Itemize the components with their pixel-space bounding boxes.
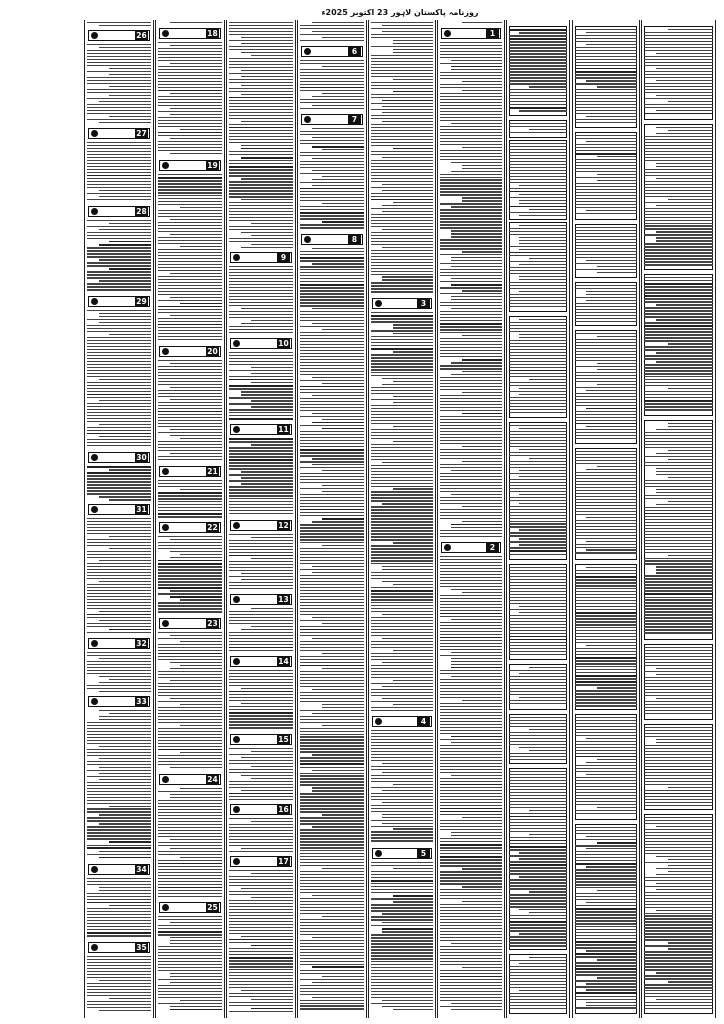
- notice-header: [230, 804, 292, 815]
- notice-header: [441, 542, 501, 553]
- notice-number: 32: [136, 639, 147, 648]
- notice-title: [456, 543, 484, 552]
- column-7: [506, 20, 570, 1018]
- notice-header: [159, 774, 221, 785]
- notice-header: [230, 734, 292, 745]
- notice-title: [316, 235, 346, 244]
- column-2: [155, 20, 225, 1018]
- notice-header: [159, 902, 221, 913]
- notice-title: [245, 805, 275, 814]
- notice-title: [245, 857, 275, 866]
- notice-number: 29: [136, 297, 147, 306]
- column-5: [368, 20, 436, 1018]
- text-block: [87, 142, 151, 202]
- text-block: [229, 352, 293, 421]
- emblem-icon: [444, 544, 451, 551]
- notice-number: 33: [136, 697, 147, 706]
- notice-header: [88, 206, 150, 217]
- emblem-icon: [304, 116, 311, 123]
- notice-title: [316, 47, 346, 56]
- emblem-icon: [91, 208, 98, 215]
- notice-header: [88, 452, 150, 463]
- notice-header: [88, 942, 150, 953]
- emblem-icon: [162, 904, 169, 911]
- text-block: [371, 312, 433, 713]
- notice-number: 28: [136, 207, 147, 216]
- emblem-icon: [91, 130, 98, 137]
- notice-number: 30: [136, 453, 147, 462]
- emblem-icon: [162, 620, 169, 627]
- notice-number: 26: [136, 31, 147, 40]
- newspaper-page: [84, 6, 716, 1018]
- notice-number: 1: [486, 29, 499, 38]
- emblem-icon: [304, 48, 311, 55]
- notice-number: 7: [348, 115, 361, 124]
- notice-number: 25: [207, 903, 218, 912]
- emblem-icon: [233, 858, 240, 865]
- masthead-date: روزنامہ پاکستان لاہور 23 اکتوبر 2025ء: [321, 8, 479, 17]
- text-block: [229, 608, 293, 653]
- notice-title: [174, 347, 204, 356]
- text-block: [644, 727, 713, 808]
- notice-number: 9: [277, 253, 290, 262]
- text-block: [229, 870, 293, 1014]
- emblem-icon: [91, 640, 98, 647]
- text-block: [371, 730, 433, 843]
- notice-header: [88, 696, 150, 707]
- text-block: [509, 425, 567, 557]
- notice-header: [230, 594, 292, 605]
- text-block: [229, 748, 293, 802]
- text-block: [87, 710, 151, 860]
- notice-header: [88, 638, 150, 649]
- notice-header: [230, 656, 292, 667]
- notice-title: [174, 775, 204, 784]
- text-block: [87, 220, 151, 292]
- notice-number: 16: [278, 805, 289, 814]
- text-block: [509, 123, 567, 135]
- notice-number: 27: [136, 129, 147, 138]
- notice-title: [245, 425, 275, 434]
- notice-header: [230, 520, 292, 531]
- emblem-icon: [162, 468, 169, 475]
- notice-header: [372, 848, 432, 859]
- emblem-icon: [233, 736, 240, 743]
- text-block: [158, 480, 222, 519]
- notice-header: [159, 522, 221, 533]
- notice-number: 4: [417, 717, 430, 726]
- text-block: [509, 567, 567, 657]
- notice-title: [245, 595, 275, 604]
- text-block: [509, 225, 567, 309]
- notice-header: [159, 618, 221, 629]
- notice-header: [230, 424, 292, 435]
- notice-header: [88, 128, 150, 139]
- notice-number: 5: [417, 849, 430, 858]
- notice-number: 13: [278, 595, 289, 604]
- emblem-icon: [304, 236, 311, 243]
- column-1: [84, 20, 154, 1018]
- text-block: [158, 788, 222, 899]
- emblem-icon: [233, 522, 240, 529]
- notice-number: 19: [207, 161, 218, 170]
- text-block: [644, 817, 713, 1011]
- emblem-icon: [162, 776, 169, 783]
- text-block: [509, 319, 567, 415]
- text-block: [575, 285, 637, 324]
- notice-title: [103, 129, 133, 138]
- notice-title: [316, 115, 346, 124]
- emblem-icon: [375, 718, 382, 725]
- notice-title: [174, 29, 204, 38]
- emblem-icon: [375, 300, 382, 307]
- text-block: [158, 42, 222, 156]
- notice-header: [372, 298, 432, 309]
- notice-title: [103, 207, 133, 216]
- notice-number: 20: [207, 347, 218, 356]
- emblem-icon: [91, 698, 98, 705]
- text-block: [575, 135, 637, 216]
- notice-header: [372, 716, 432, 727]
- text-block: [87, 652, 151, 694]
- emblem-icon: [233, 340, 240, 347]
- notice-number: 12: [278, 521, 289, 530]
- text-block: [229, 438, 293, 516]
- column-4: [297, 20, 367, 1018]
- notice-title: [245, 657, 275, 666]
- text-block: [87, 22, 151, 28]
- notice-title: [174, 467, 204, 476]
- notice-header: [301, 234, 363, 245]
- text-block: [644, 423, 713, 635]
- text-block: [440, 556, 502, 1012]
- notice-title: [103, 943, 133, 952]
- text-block: [575, 451, 637, 555]
- notice-number: 31: [136, 505, 147, 514]
- text-block: [300, 60, 364, 111]
- text-block: [509, 29, 567, 113]
- text-block: [87, 518, 151, 635]
- text-block: [509, 667, 567, 706]
- notice-title: [387, 717, 415, 726]
- emblem-icon: [91, 298, 98, 305]
- notice-number: 17: [278, 857, 289, 866]
- text-block: [575, 717, 637, 816]
- emblem-icon: [162, 162, 169, 169]
- notice-number: 15: [278, 735, 289, 744]
- notice-number: 35: [136, 943, 147, 952]
- notice-title: [103, 697, 133, 706]
- notice-header: [88, 30, 150, 41]
- text-block: [644, 29, 713, 116]
- text-block: [509, 957, 567, 1011]
- emblem-icon: [233, 254, 240, 261]
- text-block: [229, 266, 293, 335]
- emblem-icon: [444, 30, 451, 37]
- column-8: [572, 20, 640, 1018]
- text-block: [158, 632, 222, 770]
- text-block: [644, 647, 713, 716]
- notice-number: 34: [136, 865, 147, 874]
- notice-title: [174, 523, 204, 532]
- notice-header: [88, 504, 150, 515]
- notice-number: 24: [207, 775, 218, 784]
- text-block: [158, 22, 222, 25]
- notice-header: [301, 46, 363, 57]
- emblem-icon: [91, 944, 98, 951]
- text-block: [440, 22, 502, 25]
- notice-number: 6: [348, 47, 361, 56]
- text-block: [87, 44, 151, 125]
- notice-number: 3: [417, 299, 430, 308]
- notice-number: 11: [278, 425, 289, 434]
- emblem-icon: [91, 32, 98, 39]
- text-block: [158, 536, 222, 614]
- text-block: [229, 534, 293, 591]
- notice-header: [441, 28, 501, 39]
- notice-number: 23: [207, 619, 218, 628]
- text-block: [229, 22, 293, 250]
- text-block: [575, 29, 637, 125]
- notice-number: 14: [278, 657, 289, 666]
- text-block: [644, 127, 713, 267]
- notice-title: [174, 903, 204, 912]
- emblem-icon: [233, 658, 240, 665]
- emblem-icon: [162, 524, 169, 531]
- column-9: [641, 20, 716, 1018]
- text-block: [87, 310, 151, 448]
- text-block: [87, 956, 151, 1013]
- column-3: [226, 20, 296, 1018]
- notice-header: [88, 296, 150, 307]
- text-block: [300, 128, 364, 230]
- notice-title: [245, 253, 275, 262]
- notice-header: [159, 160, 221, 171]
- notice-header: [159, 28, 221, 39]
- text-block: [87, 466, 151, 502]
- notice-title: [103, 31, 133, 40]
- notice-title: [174, 619, 204, 628]
- notice-header: [159, 346, 221, 357]
- notice-title: [456, 29, 484, 38]
- notice-title: [103, 505, 133, 514]
- notice-title: [245, 339, 275, 348]
- text-block: [371, 22, 433, 294]
- text-block: [158, 360, 222, 462]
- notice-title: [245, 735, 275, 744]
- text-block: [575, 227, 637, 275]
- notice-header: [88, 864, 150, 875]
- notice-number: 2: [486, 543, 499, 552]
- notice-title: [245, 521, 275, 530]
- text-block: [158, 174, 222, 342]
- emblem-icon: [91, 866, 98, 873]
- emblem-icon: [91, 454, 98, 461]
- text-block: [575, 333, 637, 441]
- emblem-icon: [91, 506, 98, 513]
- notice-header: [230, 856, 292, 867]
- notice-header: [301, 114, 363, 125]
- notice-title: [103, 865, 133, 874]
- text-block: [575, 827, 637, 1010]
- text-block: [371, 862, 433, 1012]
- text-block: [229, 670, 293, 730]
- notice-title: [174, 161, 204, 170]
- emblem-icon: [162, 30, 169, 37]
- emblem-icon: [233, 806, 240, 813]
- notice-title: [103, 453, 133, 462]
- notice-title: [103, 297, 133, 306]
- notice-header: [230, 252, 292, 263]
- notice-title: [387, 299, 415, 308]
- text-block: [229, 818, 293, 854]
- text-block: [158, 916, 222, 1012]
- emblem-icon: [233, 426, 240, 433]
- notice-title: [103, 639, 133, 648]
- text-block: [575, 567, 637, 708]
- notice-number: 18: [207, 29, 218, 38]
- notice-number: 10: [278, 339, 289, 348]
- text-block: [440, 42, 502, 539]
- text-block: [300, 22, 364, 43]
- text-block: [87, 878, 151, 938]
- notice-number: 21: [207, 467, 218, 476]
- emblem-icon: [233, 596, 240, 603]
- notice-header: [230, 338, 292, 349]
- text-block: [509, 717, 567, 762]
- emblem-icon: [162, 348, 169, 355]
- notice-header: [159, 466, 221, 477]
- text-block: [300, 248, 364, 1011]
- text-block: [509, 143, 567, 218]
- notice-number: 8: [348, 235, 361, 244]
- notice-title: [387, 849, 415, 858]
- text-block: [644, 277, 713, 412]
- notice-number: 22: [207, 523, 218, 532]
- column-6: [437, 20, 505, 1018]
- emblem-icon: [375, 850, 382, 857]
- text-block: [509, 771, 567, 948]
